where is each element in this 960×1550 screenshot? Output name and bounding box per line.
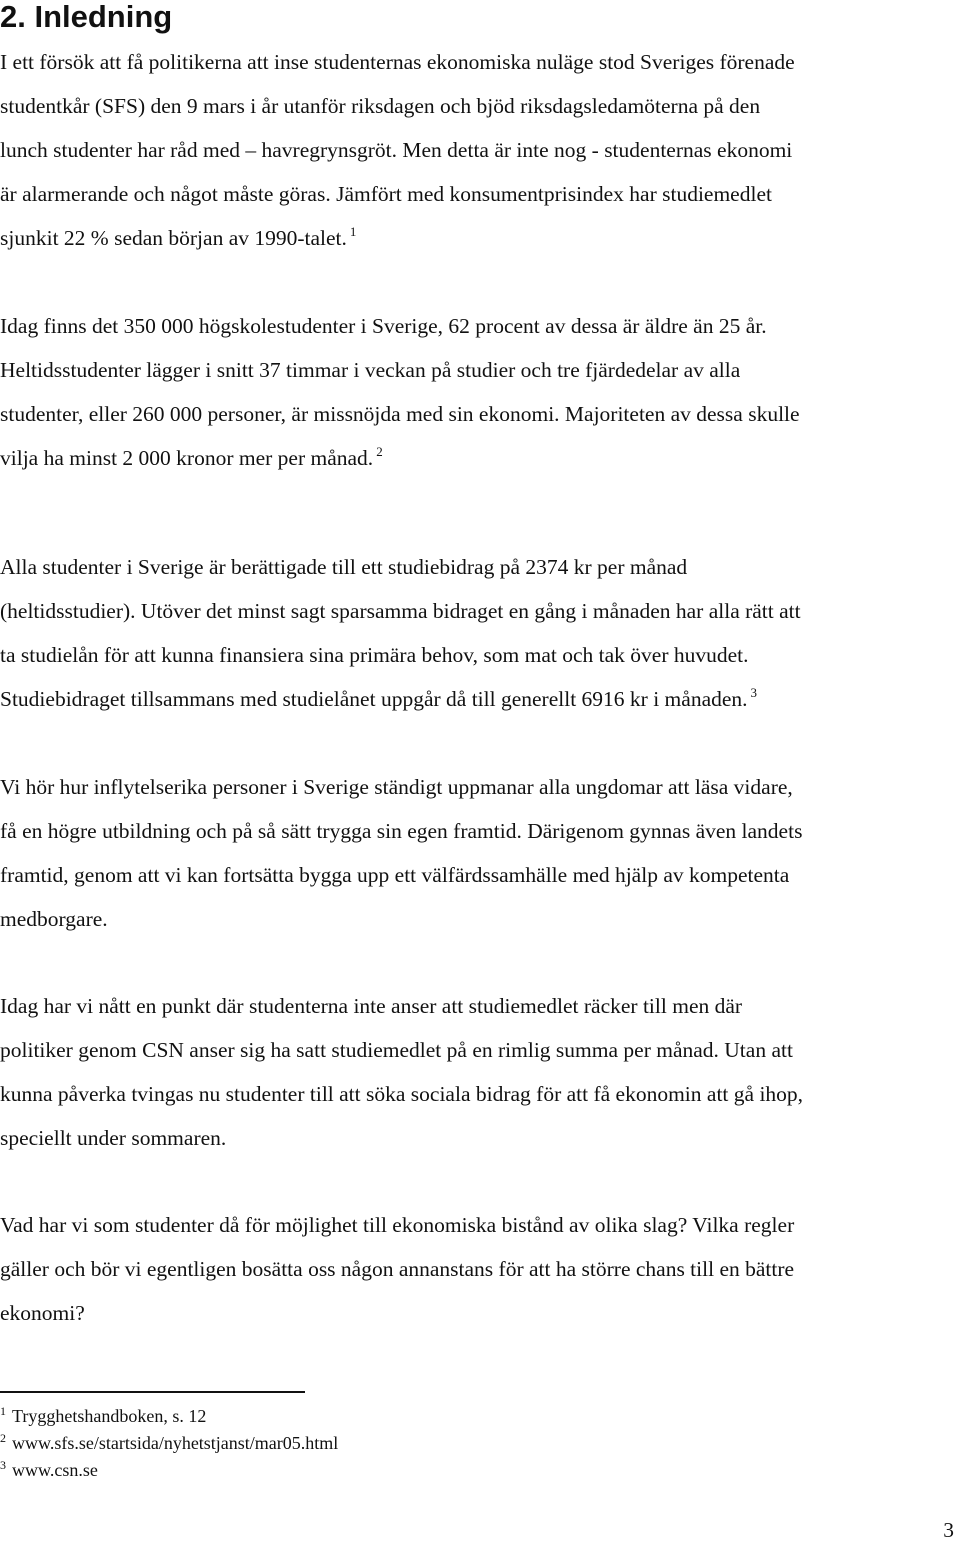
text-line: studentkår (SFS) den 9 mars i år utanför riksdagen och bjöd riksdagsledamöterna på den (0, 94, 761, 118)
footnotes (0, 1404, 338, 1485)
footnote-number: 3 (0, 1458, 6, 1472)
text-line: studenter, eller 260 000 personer, är missnöjda med sin ekonomi. Majoriteten av dessa skulle (0, 402, 800, 426)
text-line: vilja ha minst 2 000 kronor mer per månad. (0, 446, 374, 470)
footnote-link[interactable]: www.csn.se (12, 1460, 98, 1480)
text-line: Idag har vi nått en punkt där studenterna inte anser att studiemedlet räcker till men där (0, 994, 743, 1018)
paragraph-2 (0, 304, 952, 483)
text-line: ta studielån för att kunna finansiera sina primära behov, som mat och tak över huvudet. (0, 643, 749, 667)
text-line: ekonomi? (0, 1301, 85, 1325)
text-line: sjunkit 22 % sedan början av 1990-talet. (0, 226, 347, 250)
footnote-ref-1[interactable]: 1 (349, 224, 357, 239)
text-line: få en högre utbildning och på så sätt trygga sin egen framtid. Därigenom gynnas även landets (0, 819, 803, 843)
text-line-with-footnote (0, 216, 952, 263)
text-line: Heltidsstudenter lägger i snitt 37 timmar i veckan på studier och tre fjärdedelar av alla (0, 358, 741, 382)
paragraph-5 (0, 984, 952, 1160)
footnote-number: 2 (0, 1431, 6, 1445)
section-heading: 2. Inledning (0, 0, 173, 34)
footnote-text: Trygghetshandboken, s. 12 (12, 1406, 207, 1426)
footnote-2 (0, 1431, 338, 1458)
text-line: är alarmerande och något måste göras. Jämfört med konsumentprisindex har studiemedlet (0, 182, 772, 206)
text-line-with-footnote (0, 436, 952, 483)
text-line: politiker genom CSN anser sig ha satt studiemedlet på en rimlig summa per månad. Utan att (0, 1038, 793, 1062)
text-line: speciellt under sommaren. (0, 1126, 227, 1150)
text-line-with-footnote (0, 677, 952, 724)
text-line: Vad har vi som studenter då för möjlighet till ekonomiska bistånd av olika slag? Vilka regler (0, 1213, 795, 1237)
text-line: Studiebidraget tillsammans med studielånet uppgår då till generellt 6916 kr i månaden. (0, 687, 748, 711)
text-line: medborgare. (0, 907, 108, 931)
footnote-ref-3[interactable]: 3 (750, 685, 758, 700)
text-line: (heltidsstudier). Utöver det minst sagt sparsamma bidraget en gång i månaden har alla rätt att (0, 599, 801, 623)
paragraph-4 (0, 765, 952, 941)
footnote-divider (0, 1391, 305, 1393)
text-line: Vi hör hur inflytelserika personer i Sverige ständigt uppmanar alla ungdomar att läsa vidare, (0, 775, 793, 799)
text-line: framtid, genom att vi kan fortsätta bygga upp ett välfärdssamhälle med hjälp av kompetenta (0, 863, 790, 887)
footnote-3 (0, 1458, 338, 1485)
page-number: 3 (943, 1518, 954, 1542)
text-line: I ett försök att få politikerna att insе studenternas ekonomiska nuläge stod Sveriges förenade (0, 50, 795, 74)
footnote-number: 1 (0, 1404, 6, 1418)
footnote-ref-2[interactable]: 2 (376, 444, 383, 459)
paragraph-1 (0, 40, 952, 263)
paragraph-3 (0, 545, 952, 724)
text-line: Alla studenter i Sverige är berättigade till ett studiebidrag på 2374 kr per månad (0, 555, 688, 579)
text-line: lunch studenter har råd med – havregrynsgröt. Men detta är inte nog - studenternas ekonomi (0, 138, 793, 162)
text-line: Idag finns det 350 000 högskolestudenter i Sverige, 62 procent av dessa är äldre än 25 år. (0, 314, 767, 338)
footnote-link[interactable]: www.sfs.se/startsida/nyhetstjanst/mar05.html (12, 1433, 339, 1453)
text-line: kunna påverka tvingas nu studenter till att söka sociala bidrag för att få ekonomin att gå ihop, (0, 1082, 804, 1106)
footnote-1 (0, 1404, 338, 1431)
paragraph-6 (0, 1203, 952, 1335)
text-line: gäller och bör vi egentligen bosätta oss någon annanstans för att ha större chans till en bättre (0, 1257, 795, 1281)
